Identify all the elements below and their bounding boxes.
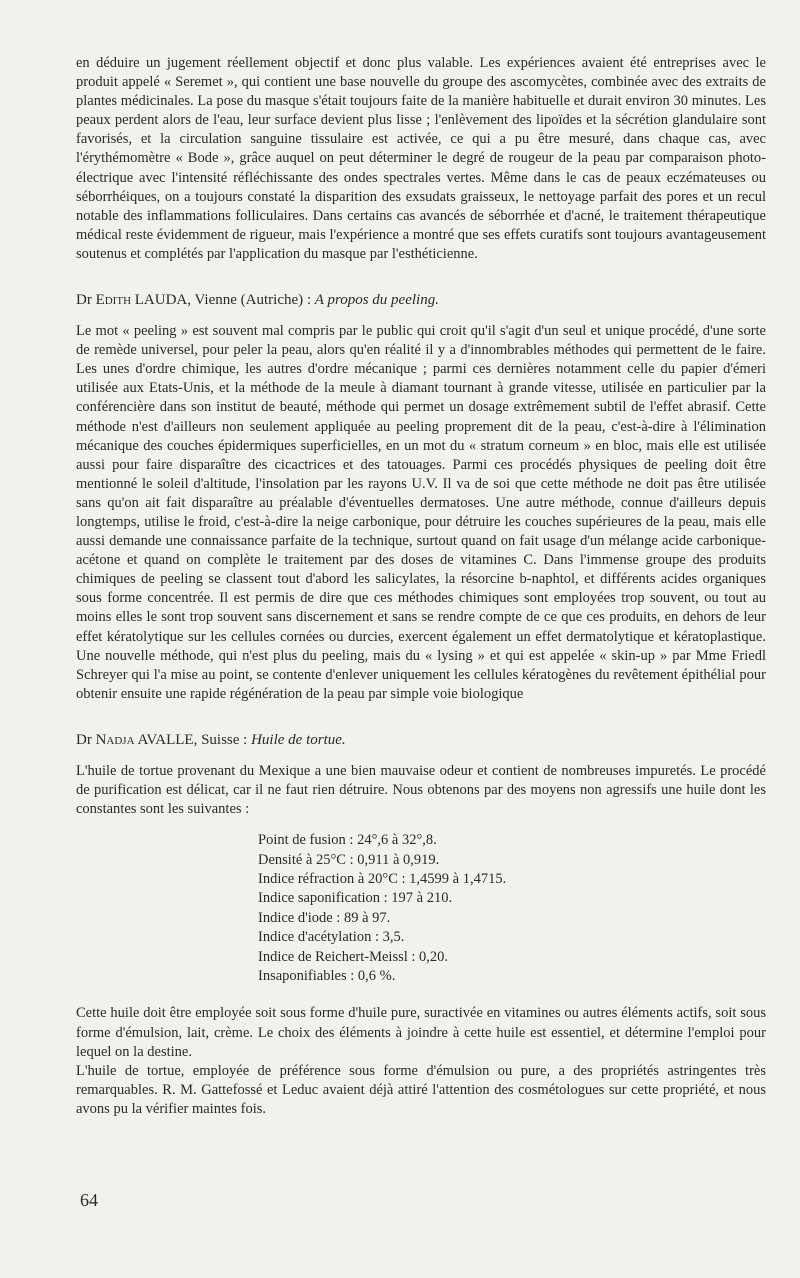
constant-item: Indice réfraction à 20°C : 1,4599 à 1,4715. [258, 871, 507, 887]
author-title: Dr [76, 292, 92, 309]
paragraph-turtle-oil-properties: L'huile de tortue, employée de préférence sous forme d'émulsion ou pure, a des propriétés astringentes très remarquables. R. M. Gattefossé et Leduc avaient déjà attiré l'attention des cosmétologues sur cette propriété, et nous avons pu la vérifier maintes fois. [76, 1062, 766, 1117]
paragraph-turtle-oil-intro: L'huile de tortue provenant du Mexique a une bien mauvaise odeur et contient de nombreuses impuretés. Le procédé de purification est délicat, car il ne faut rien détruire. Nous obtenons par des moyens non agressifs une huile dont les constantes sont les suivantes : [76, 762, 766, 818]
oil-constants-list [258, 831, 766, 986]
author-name: Edith LAUDA [95, 292, 188, 309]
author-name: Nadja AVALLE [95, 731, 194, 748]
constant-item: Indice de Reichert-Meissl : 0,20. [258, 948, 449, 965]
paragraph-turtle-oil-use: Cette huile doit être employée soit sous forme d'huile pure, suractivée en vitamines ou autres éléments actifs, soit sous forme d'émulsion, lait, crème. Le choix des éléments à joindre à cette huile est essentiel, et détermine l'emploi pour lequel on la destine. [76, 1005, 766, 1060]
author-title: Dr [76, 731, 92, 748]
author-location: , Suisse : [193, 731, 252, 748]
paragraph-peeling: Le mot « peeling » est souvent mal compris par le public qui croit qu'il s'agit d'un seul et unique procédé, d'une sorte de remède universel, pour peler la peau, alors qu'en réalité il y a d'innombrables méthodes qui permettent de le faire. Les unes d'ordre chimique, les autres d'ordre mécanique ; parmi ces dernières notamment celle du papier d'émeri utilisée aux Etats-Unis, et la méthode de la meule à diamant tournant à grande vitesse, utilisée en particulier par la conférencière dans son institut de beauté, méthode qui permet un dosage extrêmement subtil de l'effet abrasif. Cette méthode n'est d'ailleurs non seulement appliquée au peeling proprement dit de la peau, c'est-à-dire à l'élimination mécanique des couches épidermiques superficielles, en un mot du « stratum corneum » en bloc, mais elle est utilisée aussi pour faire disparaître des cicactrices et des tatouages. Parmi ces procédés physiques de peeling doit être mentionné le soleil d'altitude, l'insolation par les rayons U.V. Il va de soi que cette méthode ne doit pas être utilisée sans qu'on ait fait disparaître au préalable d'éventuelles dermatoses. Une autre méthode, connue d'ailleurs depuis longtemps, utilise le froid, c'est-à-dire la neige carbonique, pour détruire les couches supérieures de la peau, mais elle aussi demande une connaissance parfaite de la technique, surtout quand on fait usage d'un mélange acide carbonique-acétone et quand on complète le traitement par des doses de vitamines C. Dans l'immense groupe des produits chimiques de peeling se classent tout d'abord les salicylates, la résorcine b-naphtol, et différents acides organiques sous forme concentrée. Il est permis de dire que ces méthodes chimiques sont employées trop souvent, ou tout au moins elles le sont trop souvent sans discernement et sans se rendre compte de ce que ces produits, en dehors de leur effet kératolytique sur les cellules cornées ou durcies, exercent également un effet dermatolytique et kératoplastique. Une nouvelle méthode, qui n'est plus du peeling, mais du « lysing » et qui est appelée « skin-up » par Mme Friedl Schreyer qui l'a mise au point, se contente d'enlever uniquement les cellules kératogènes du revêtement épithélial pour obtenir ensuite une rapide régénération de la peau par simple voie biologique [76, 323, 766, 702]
constant-item: Indice d'iode : 89 à 97. [258, 909, 391, 926]
constant-item: Insaponifiables : 0,6 %. [258, 968, 396, 985]
constant-item: Indice d'acétylation : 3,5. [258, 929, 405, 946]
talk-title: Huile de tortue. [251, 731, 346, 748]
constant-item: Densité à 25°C : 0,911 à 0,919. [258, 851, 440, 868]
author-heading-avalle [76, 730, 766, 750]
constant-item: Point de fusion : 24°,6 à 32°,8. [258, 832, 437, 849]
paragraph-seremet-mask: en déduire un jugement réellement objectif et donc plus valable. Les expériences avaient été entreprises avec le produit appelé « Seremet », qui contient une base nouvelle du groupe des ascomycètes, combinée avec des extraits de plantes médicinales. La pose du masque s'était toujours faite de la manière habituelle et durait environ 30 minutes. Les peaux perdent alors de l'eau, leur surface devient plus lisse ; l'enlèvement des lipoïdes et la sécrétion glandulaire sont favorisés, et la circulation sanguine tissulaire est activée, ce qui a pu être mesuré, dans chaque cas, avec l'érythémomètre « Bode », grâce auquel on peut déterminer le degré de rougeur de la peau par comparaison photo-électrique avec l'intensité réfléchissante des ondes spectrales vertes. Même dans le cas de peaux eczémateuses ou séborrhéiques, on a toujours constaté la disparition des exsudats graisseux, le nettoyage parfait des pores et un recul notable des inflammations folliculaires. Dans certains cas avancés de séborrhée et d'acné, le traitement thérapeutique médical reste évidemment de rigueur, mais l'expérience a montré que ses effets curatifs sont toujours avantageusement soutenus et complétés par l'application du masque par l'esthéticienne. [76, 55, 766, 262]
author-location: , Vienne (Autriche) : [187, 292, 315, 309]
author-heading-lauda [76, 290, 766, 310]
page-content [76, 54, 766, 1119]
page-number: 64 [80, 1190, 98, 1210]
talk-title: A propos du peeling. [314, 292, 439, 309]
constant-item: Indice saponification : 197 à 210. [258, 890, 453, 907]
